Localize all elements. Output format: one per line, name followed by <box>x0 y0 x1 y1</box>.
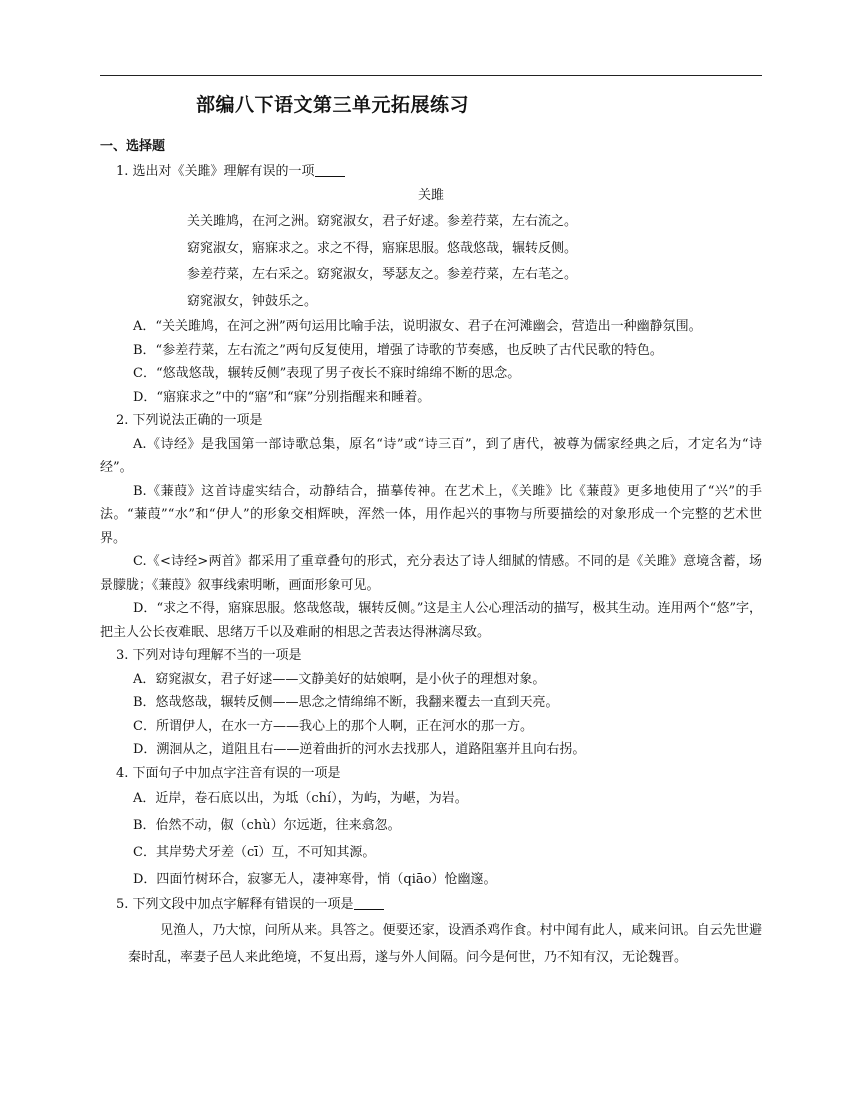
question-3-stem: 3. 下列对诗句理解不当的一项是 <box>116 648 302 663</box>
question-1-option-d: D．“寤寐求之”中的“寤”和“寐”分别指醒来和睡着。 <box>133 389 431 405</box>
poem-line: 窈窕淑女，寤寐求之。求之不得，寤寐思服。悠哉悠哉，辗转反侧。 <box>187 240 578 256</box>
question-5-text: 5. 下列文段中加点字解释有错误的一项是 <box>116 897 354 912</box>
question-4-option-b: B．佁然不动，俶（chù）尔远逝，往来翕忽。 <box>133 818 401 833</box>
question-1-option-a: A．“关关雎鸠，在河之洲”两句运用比喻手法，说明淑女、君子在河滩幽会，营造出一种幽静氛围。 <box>133 319 702 334</box>
question-3-option-b: B．悠哉悠哉，辗转反侧——思念之情绵绵不断，我翻来覆去一直到天亮。 <box>133 695 559 710</box>
question-2-stem: 2. 下列说法正确的一项是 <box>116 413 263 428</box>
question-5-passage: 见渔人，乃大惊，问所从来。具答之。便要还家，设酒杀鸡作食。村中闻有此人，咸来问讯。自云先世避秦时乱，率妻子邑人来此绝境，不复出焉，遂与外人间隔。问今是何世，乃不知有汉，无论魏晋。 <box>128 922 762 965</box>
question-4-option-a: A．近岸，卷石底以出，为坻（chí），为屿，为嵁，为岩。 <box>133 791 468 806</box>
question-3-option-c: C．所谓伊人，在水一方——我心上的那个人啊，正在河水的那一方。 <box>133 718 533 734</box>
question-4-stem: 4. 下面句子中加点字注音有误的一项是 <box>116 765 341 781</box>
question-3-option-a: A．窈窕淑女，君子好逑——文静美好的姑娘啊，是小伙子的理想对象。 <box>133 671 546 687</box>
question-2-option-a: A.《诗经》是我国第一部诗歌总集，原名“诗”或“诗三百”，到了唐代，被尊为儒家经典之后，才定名为“诗经”。 <box>100 436 762 475</box>
question-2-option-b: B.《蒹葭》这首诗虚实结合，动静结合，描摹传神。在艺术上，《关雎》比《蒹葭》更多地使用了“兴”的手法。“蒹葭”“水”和“伊人”的形象交相辉映，浑然一体，用作起兴的事物与所要描绘的对象形成一个完整的艺术世界。 <box>100 483 762 546</box>
question-1-stem <box>116 160 762 184</box>
question-1-option-c: C．“悠哉悠哉，辗转反侧”表现了男子夜长不寐时绵绵不断的思念。 <box>133 366 521 381</box>
question-2-option-c: C.《<诗经>两首》都采用了重章叠句的形式，充分表达了诗人细腻的情感。不同的是《关雎》意境含蓄，场景朦胧；《蒹葭》叙事线索明晰，画面形象可见。 <box>100 554 762 593</box>
answer-blank <box>315 162 345 177</box>
question-1-text: 1. 选出对《关雎》理解有误的一项 <box>116 164 315 179</box>
question-1-option-b: B．“参差荇菜，左右流之”两句反复使用，增强了诗歌的节奏感，也反映了古代民歌的特色。 <box>133 342 663 358</box>
question-2-option-d: D．“求之不得，寤寐思服。悠哉悠哉，辗转反侧。”这是主人公心理活动的描写，极其生动。连用两个“悠”字，把主人公长夜难眠、思绪万千以及难耐的相思之苦表达得淋漓尽致。 <box>100 601 762 640</box>
question-4-option-d: D．四面竹树环合，寂寥无人，凄神寒骨，悄（qiāo）怆幽邃。 <box>133 872 497 887</box>
question-4-option-c: C．其岸势犬牙差（cī）互，不可知其源。 <box>133 845 376 860</box>
poem-line: 关关雎鸠，在河之洲。窈窕淑女，君子好逑。参差荇菜，左右流之。 <box>187 214 578 229</box>
poem-title: 关雎 <box>417 187 444 203</box>
question-3-option-d: D．溯洄从之，道阻且右——逆着曲折的河水去找那人，道路阻塞并且向右拐。 <box>133 742 586 757</box>
answer-blank <box>354 895 384 910</box>
document-title: 部编八下语文第三单元拓展练习 <box>196 94 470 116</box>
header-rule <box>100 75 762 76</box>
question-5-stem <box>116 893 762 917</box>
question-list <box>100 160 762 971</box>
section-heading: 一、选择题 <box>100 139 166 154</box>
poem-line: 窈窕淑女，钟鼓乐之。 <box>187 293 318 309</box>
poem-line: 参差荇菜，左右采之。窈窕淑女，琴瑟友之。参差荇菜，左右芼之。 <box>187 267 578 282</box>
